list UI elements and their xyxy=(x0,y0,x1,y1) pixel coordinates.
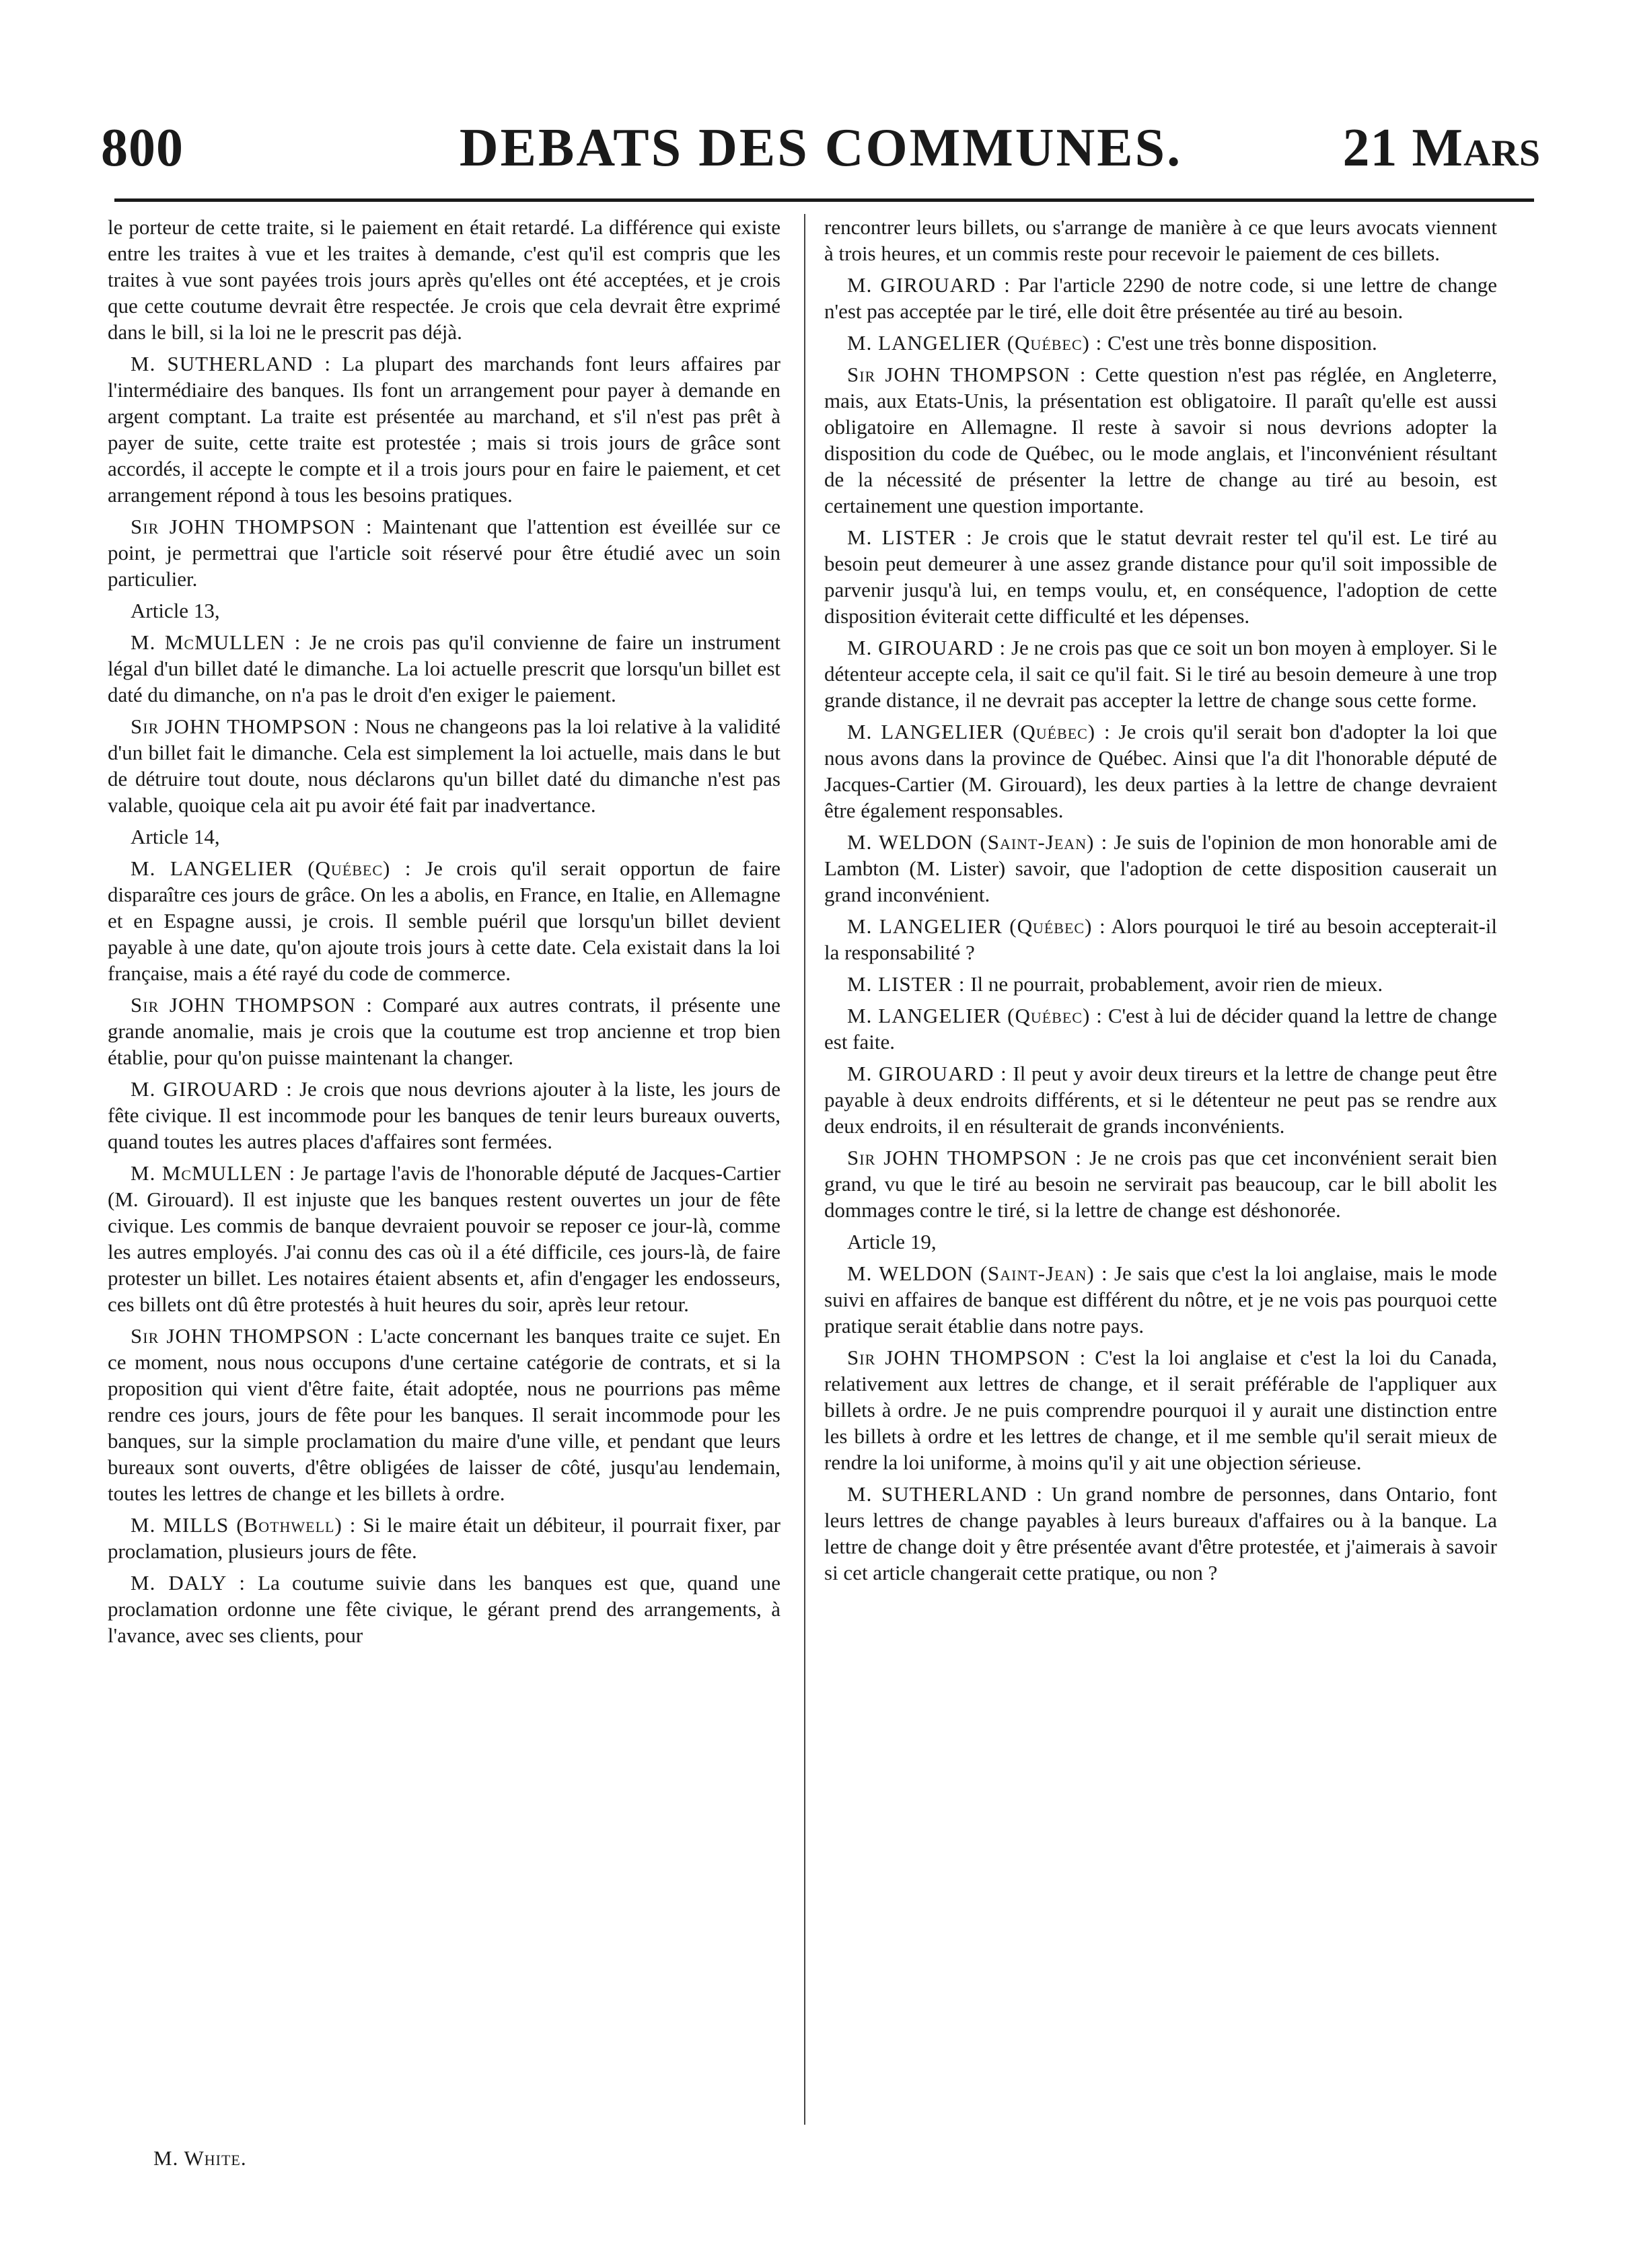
paragraph-text: Je crois qu'il serait bon d'adopter la loi que nous avons dans la province de Québec. Ainsi que l'a dit l'honorable député de Jacques-Cartier (M. Girouard), les deux parties à la lettre de change devraient être également responsables. xyxy=(824,720,1498,822)
speaker-name: M. GIROUARD : xyxy=(131,1077,293,1101)
paragraph xyxy=(108,629,780,708)
column-divider xyxy=(804,214,805,2125)
paragraph xyxy=(108,597,780,624)
paragraph-text: La plupart des marchands font leurs affaires par l'intermédiaire des banques. Ils font un arrangement pour payer à demande en argent comptant. La traite est présentée au marchand, et s'il n'est pas prêt à payer de suite, cette traite est protestée ; mais si trois jours de grâce sont accordés, il accepte le compte et il a trois jours pour en faire le paiement, et cet arrangement répond à tous les besoins pratiques. xyxy=(108,352,781,507)
paragraph xyxy=(824,1260,1497,1339)
page-header xyxy=(101,118,1541,192)
paragraph xyxy=(824,829,1497,908)
speaker-name: M. LISTER : xyxy=(847,525,973,549)
paragraph xyxy=(108,1323,780,1506)
speaker-name: M. LANGELIER (Québec) : xyxy=(847,914,1106,938)
speaker-name: Sir JOHN THOMPSON : xyxy=(131,515,373,538)
paragraph xyxy=(108,1076,780,1155)
paragraph-text: Article 19, xyxy=(847,1230,937,1253)
paragraph-text: Je crois qu'il serait opportun de faire disparaître ces jours de grâce. On les a abolis, en France, en Italie, en Allemagne et en Espagne aussi, je crois. Il semble puéril que lorsqu'un billet devient payable à une date, qu'on ajoute trois jours à cette date. Cela existait dans la loi française, mais a été rayé du code de commerce. xyxy=(108,856,781,985)
speaker-name: M. LANGELIER (Québec) : xyxy=(847,1004,1103,1027)
paragraph-text: Un grand nombre de personnes, dans Ontario, font leurs lettres de change payables à leurs bureaux d'affaires ou à la banque. La lettre de change doit y être présentée avant d'être protestée, et j'aimerais à savoir si cet article changerait cette pratique, ou non ? xyxy=(824,1482,1498,1584)
header-rule xyxy=(114,198,1534,202)
paragraph xyxy=(824,913,1497,965)
speaker-name: M. WELDON (Saint-Jean) : xyxy=(847,830,1108,854)
paragraph xyxy=(824,1002,1497,1055)
right-column xyxy=(824,214,1497,1591)
paragraph-text: Maintenant que l'attention est éveillée sur ce point, je permettrai que l'article soit réservé pour être étudié avec un soin particulier. xyxy=(108,515,780,591)
paragraph-text: Article 14, xyxy=(131,825,220,848)
paragraph-text: Nous ne changeons pas la loi relative à la validité d'un billet fait le dimanche. Cela est simplement la loi actuelle, mais dans le but de détruire tout doute, nous déclarons qu'un billet daté du dimanche n'est pas valable, quoique cela ait pu avoir été fait par inadvertance. xyxy=(108,715,781,817)
paragraph xyxy=(108,513,780,592)
speaker-name: M. MILLS (Bothwell) : xyxy=(131,1513,357,1537)
paragraph xyxy=(824,524,1497,629)
paragraph xyxy=(108,992,780,1070)
paragraph-text: Si le maire était un débiteur, il pourrait fixer, par proclamation, plusieurs jours de fête. xyxy=(108,1513,781,1563)
speaker-name: Sir JOHN THOMPSON : xyxy=(847,1346,1087,1369)
speaker-name: M. LANGELIER (Québec) : xyxy=(847,331,1103,355)
paragraph-text: Article 13, xyxy=(131,599,220,622)
paragraph xyxy=(824,214,1497,266)
left-column xyxy=(108,214,780,1654)
paragraph-text: Cette question n'est pas réglée, en Angleterre, mais, aux Etats-Unis, la présentation est obligatoire. Il paraît qu'elle est aussi obligatoire en Allemagne. Il reste à savoir si nous devrions adopter la disposition du code de Québec, ou le mode anglais, et l'inconvénient résultant de la nécessité de présenter la lettre de change au tiré au besoin, est certainement une question importante. xyxy=(824,363,1497,517)
paragraph xyxy=(108,1160,780,1317)
paragraph xyxy=(108,713,780,818)
paragraph xyxy=(824,361,1497,519)
page-title: DEBATS DES COMMUNES. xyxy=(459,118,1183,178)
paragraph xyxy=(824,272,1497,324)
speaker-name: M. DALY : xyxy=(131,1571,246,1595)
paragraph-text: Comparé aux autres contrats, il présente une grande anomalie, mais je crois que la coutume est trop ancienne et trop bien établie, pour qu'on puisse maintenant la changer. xyxy=(108,993,780,1069)
paragraph-text: Je partage l'avis de l'honorable député de Jacques-Cartier (M. Girouard). Il est injuste que les banques restent ouvertes un jour de fête civique. Les commis de banque devraient pouvoir se reposer ce jour-là, comme les autres employés. J'ai connu des cas où il a été difficile, ces jours-là, de faire protester un billet. Les notaires étaient absents et, afin d'engager les endosseurs, ces billets ont dû être protestés à huit heures du soir, après leur retour. xyxy=(108,1161,781,1316)
paragraph xyxy=(824,971,1497,997)
page-number: 800 xyxy=(101,118,184,178)
paragraph xyxy=(108,351,780,508)
paragraph xyxy=(108,1570,780,1648)
paragraph xyxy=(824,1344,1497,1475)
speaker-name: Sir JOHN THOMPSON : xyxy=(131,1324,364,1348)
paragraph-text: Par l'article 2290 de notre code, si une lettre de change n'est pas acceptée par le tiré, elle doit être présentée au tiré au besoin. xyxy=(824,273,1498,323)
paragraph-text: C'est une très bonne disposition. xyxy=(1107,331,1377,355)
paragraph xyxy=(824,330,1497,356)
speaker-name: M. GIROUARD : xyxy=(847,1062,1007,1085)
paragraph xyxy=(108,1512,780,1564)
speaker-name: M. GIROUARD : xyxy=(847,273,1011,297)
speaker-name: M. GIROUARD : xyxy=(847,636,1007,659)
paragraph-text: L'acte concernant les banques traite ce sujet. En ce moment, nous nous occupons d'une certaine catégorie de contrats, et si la proposition qui vient d'être faite, était adoptée, nous ne pourrions pas même rendre ces jours, jours de fête pour les banques. Il serait incommode pour les banques, sur la simple proclamation du maire d'une ville, et pendant que leurs bureaux sont ouverts, d'être obligées de laisser de côté, jusqu'au lendemain, toutes les lettres de change et les billets à ordre. xyxy=(108,1324,780,1505)
page-date: 21 Mars xyxy=(1342,118,1541,178)
speaker-name: Sir JOHN THOMPSON : xyxy=(847,1146,1082,1169)
paragraph-text: C'est à lui de décider quand la lettre de change est faite. xyxy=(824,1004,1498,1054)
speaker-name: M. LISTER : xyxy=(847,972,966,996)
paragraph-text: Je crois que le statut devrait rester tel qu'il est. Le tiré au besoin peut demeurer à une assez grande distance pour qu'il soit impossible de parvenir jusqu'à lui, en temps voulu, et, en conséquence, l'adoption de cette disposition éviterait cette difficulté et les dépenses. xyxy=(824,525,1498,628)
paragraph-text: le porteur de cette traite, si le paiement en était retardé. La différence qui existe entre les traites à vue et les traites à demande, c'est qu'il est compris que les traites à vue sont payées trois jours après qu'elles ont été acceptées, et je crois que cette coutume devrait être respectée. Je crois que cela devrait être exprimé dans le bill, si la loi ne le prescrit pas déjà. xyxy=(108,215,780,344)
speaker-name: Sir JOHN THOMPSON : xyxy=(131,993,373,1017)
paragraph-text: Alors pourquoi le tiré au besoin accepterait-il la responsabilité ? xyxy=(824,914,1498,964)
speaker-name: M. SUTHERLAND : xyxy=(131,352,332,375)
paragraph xyxy=(108,824,780,850)
speaker-name: M. McMULLEN : xyxy=(131,1161,296,1185)
paragraph xyxy=(108,855,780,986)
paragraph-text: Je sais que c'est la loi anglaise, mais le mode suivi en affaires de banque est différent du nôtre, et je ne vois pas pourquoi cette pratique serait établie dans notre pays. xyxy=(824,1261,1497,1338)
paragraph-text: La coutume suivie dans les banques est que, quand une proclamation ordonne une fête civique, le gérant prend des arrangements, à l'avance, avec ses clients, pour xyxy=(108,1571,781,1647)
paragraph xyxy=(824,1144,1497,1223)
speaker-name: M. WELDON (Saint-Jean) : xyxy=(847,1261,1108,1285)
paragraph xyxy=(824,634,1497,713)
speaker-name: Sir JOHN THOMPSON : xyxy=(131,715,360,738)
paragraph-text: Je crois que nous devrions ajouter à la liste, les jours de fête civique. Il est incommode pour les banques de tenir leurs bureaux ouverts, quand toutes les autres places d'affaires sont fermées. xyxy=(108,1077,780,1153)
paragraph xyxy=(824,1481,1497,1586)
paragraph xyxy=(824,1060,1497,1139)
paragraph-text: Je ne crois pas que cet inconvénient serait bien grand, vu que le tiré au besoin ne servirait pas beaucoup, car le bill abolit les dommages contre le tiré, si la lettre de change est déshonorée. xyxy=(824,1146,1497,1222)
paragraph-text: Il ne pourrait, probablement, avoir rien de mieux. xyxy=(970,972,1383,996)
paragraph-text: Je suis de l'opinion de mon honorable ami de Lambton (M. Lister) savoir, que l'adoption de cette disposition causerait un grand inconvénient. xyxy=(824,830,1497,906)
speaker-name: M. McMULLEN : xyxy=(131,630,301,654)
speaker-name: M. SUTHERLAND : xyxy=(847,1482,1043,1506)
paragraph-text: Je ne crois pas qu'il convienne de faire un instrument légal d'un billet daté le dimanche. La loi actuelle prescrit que lorsqu'un billet est daté du dimanche, on n'a pas le droit d'en exiger le paiement. xyxy=(108,630,780,706)
speaker-name: M. LANGELIER (Québec) : xyxy=(847,720,1111,743)
footer-signature: M. White. xyxy=(153,2146,247,2170)
speaker-name: M. LANGELIER (Québec) : xyxy=(131,856,412,880)
paragraph-text: Je ne crois pas que ce soit un bon moyen à employer. Si le détenteur accepte cela, il sait ce qu'il fait. Si le tiré au besoin demeure à une trop grande distance, il ne devrait pas accepter la lettre de change sous cette forme. xyxy=(824,636,1497,712)
speaker-name: Sir JOHN THOMPSON : xyxy=(847,363,1087,386)
paragraph-text: C'est la loi anglaise et c'est la loi du Canada, relativement aux lettres de change, et il serait préférable de l'appliquer aux billets à ordre. Je ne puis comprendre pourquoi il y aurait une distinction entre les billets à ordre et les lettres de change, et il me semble qu'il serait mieux de rendre la loi uniforme, à moins qu'il y ait une objection sérieuse. xyxy=(824,1346,1497,1474)
paragraph xyxy=(108,214,780,345)
paragraph-text: Il peut y avoir deux tireurs et la lettre de change peut être payable à deux endroits différents, et si le détenteur ne peut pas se rendre aux deux endroits, il en résulterait de grands inconvénients. xyxy=(824,1062,1498,1138)
paragraph xyxy=(824,1229,1497,1255)
paragraph-text: rencontrer leurs billets, ou s'arrange de manière à ce que leurs avocats viennent à trois heures, et un commis reste pour recevoir le paiement de ces billets. xyxy=(824,215,1497,265)
paragraph xyxy=(824,719,1497,824)
